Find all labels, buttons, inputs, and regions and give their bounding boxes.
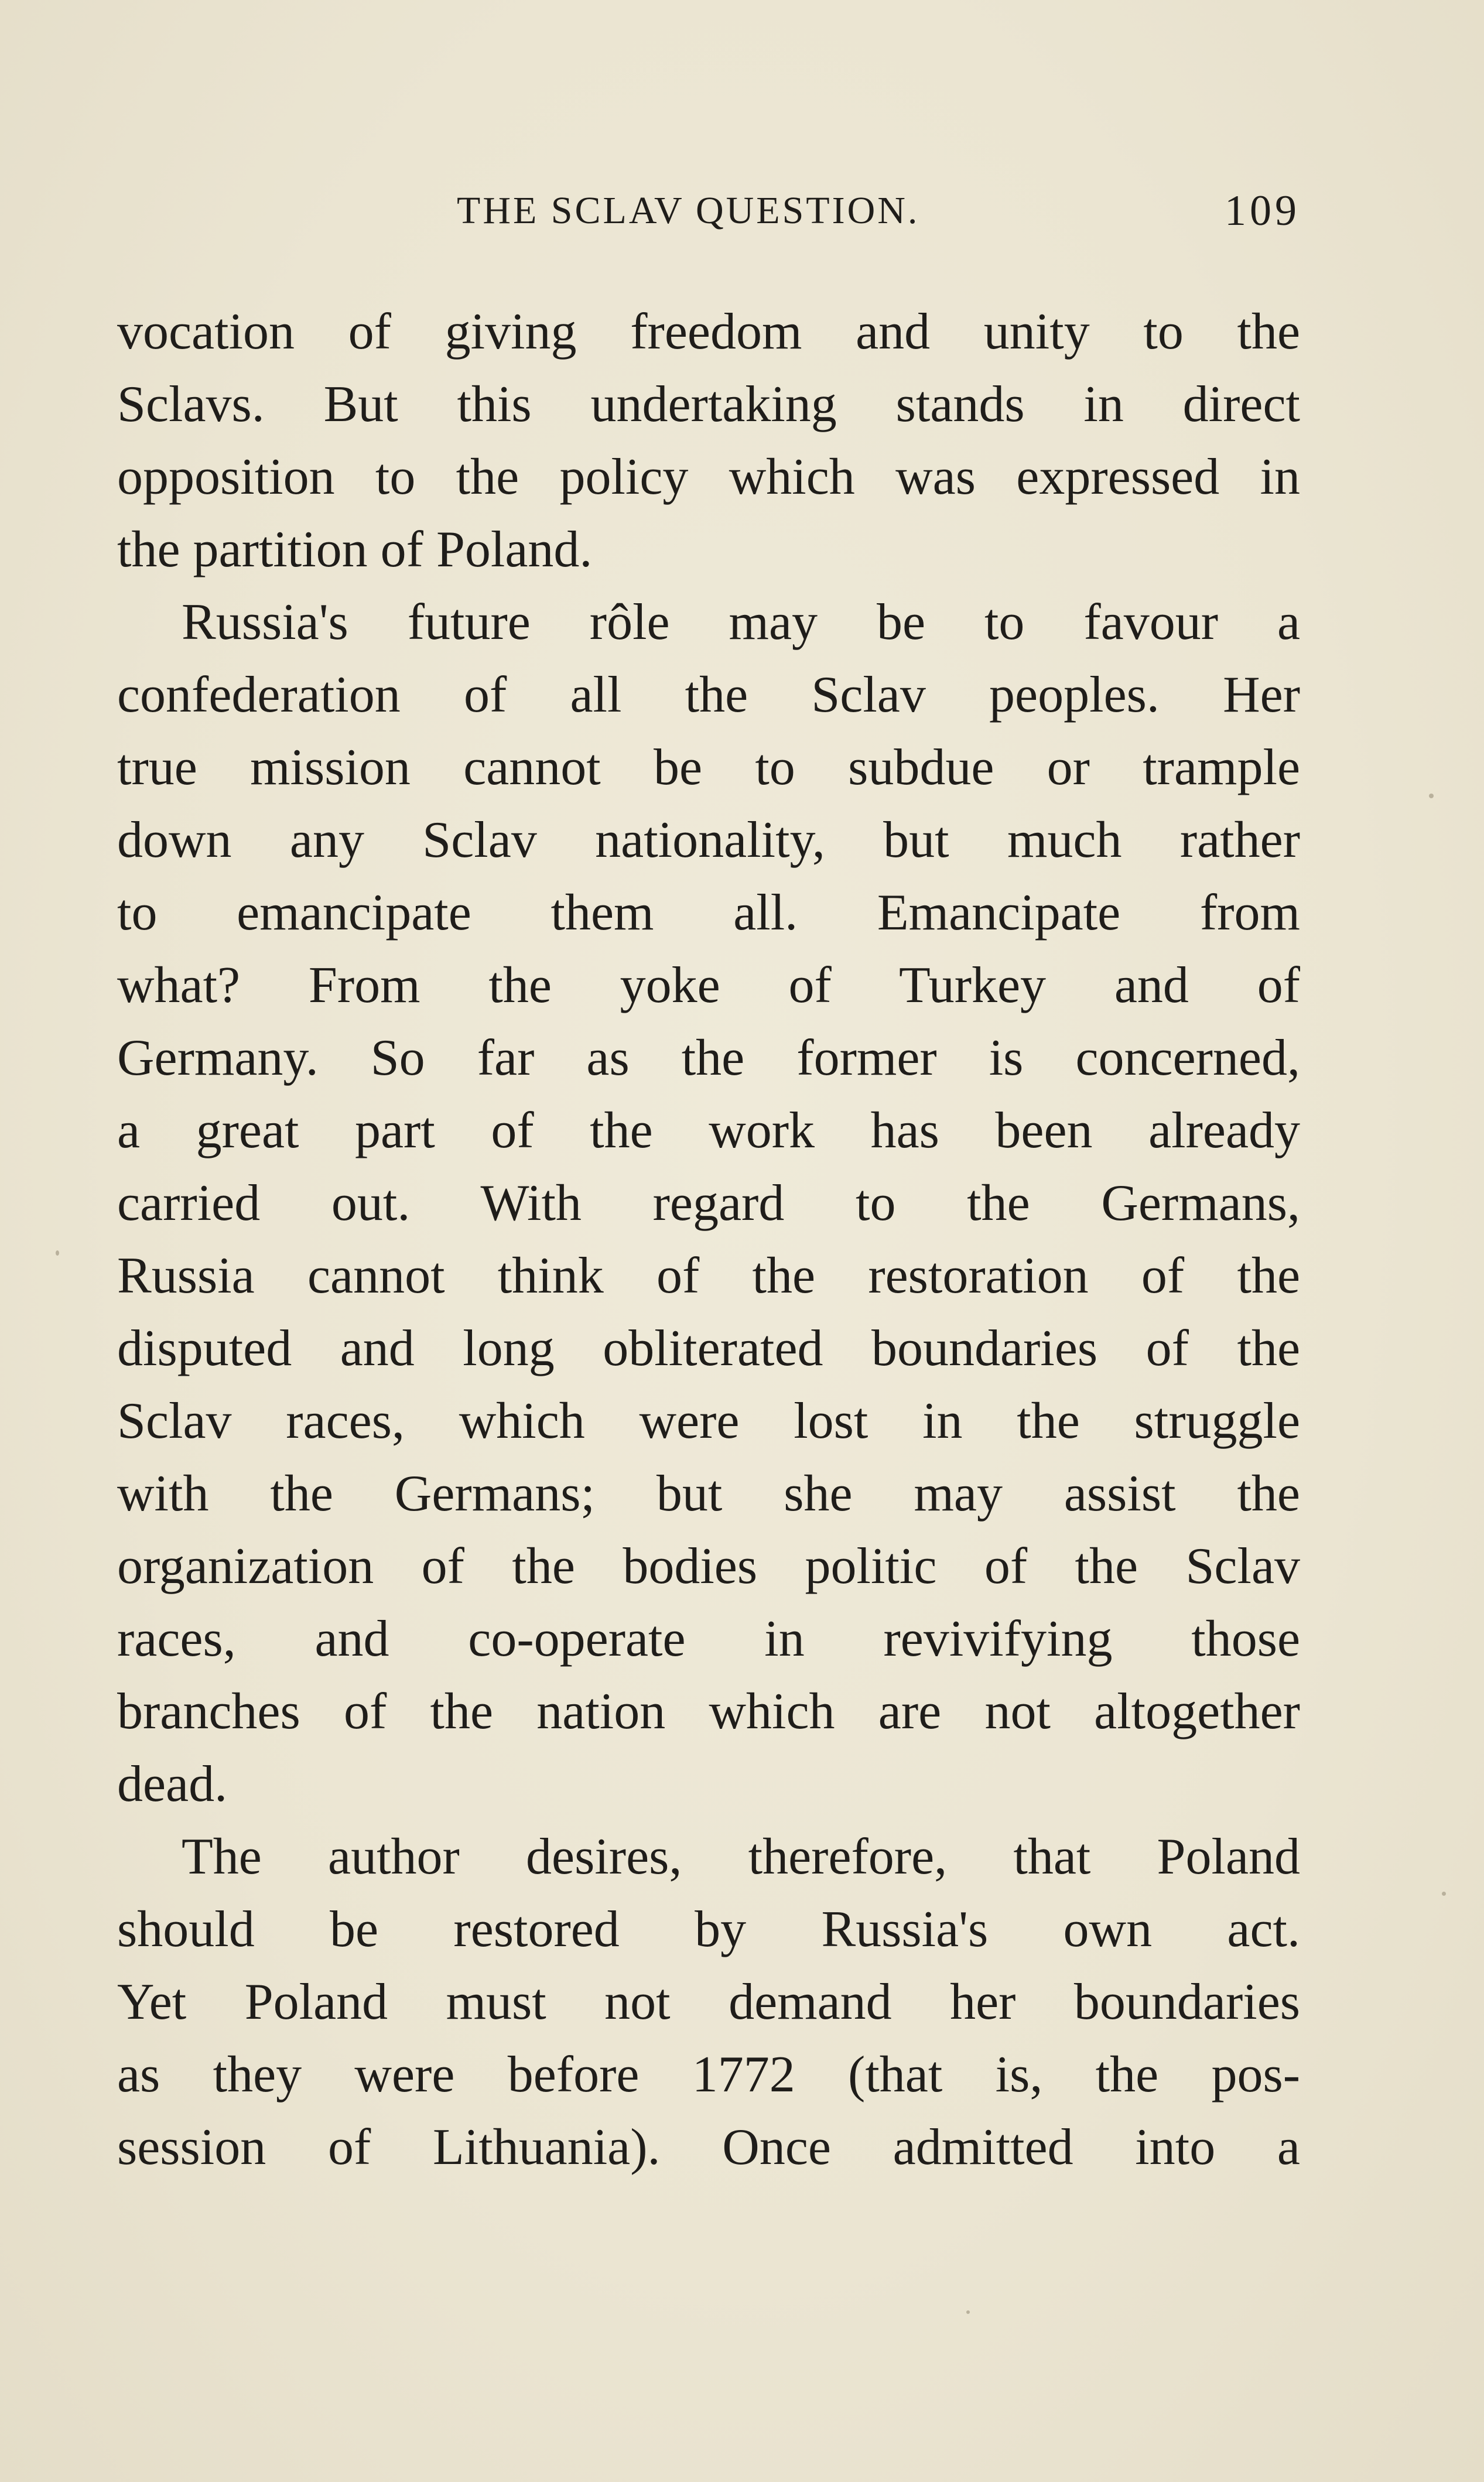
page-number: 109 [1225,187,1300,235]
text-line: disputed and long obliterated boundaries of the [117,1320,1300,1377]
text-line: Germany. So far as the former is concerned, [117,1030,1300,1086]
paper-speck [966,2310,970,2314]
paper-speck [1442,1892,1446,1896]
text-line: with the Germans; but she may assist the [117,1465,1300,1522]
text-line: vocation of giving freedom and unity to the [117,303,1300,360]
text-line: Russia cannot think of the restoration of the [117,1247,1300,1304]
text-line: to emancipate them all. Emancipate from [117,884,1300,941]
paper-speck [56,1250,59,1256]
text-line: should be restored by Russia's own act. [117,1901,1300,1958]
text-line: session of Lithuania). Once admitted into a [117,2119,1300,2176]
paragraph [117,296,1300,586]
text-line: dead. [117,1756,228,1813]
text-line: Russia's future rôle may be to favour a [182,594,1300,651]
text-line: a great part of the work has been already [117,1102,1300,1159]
paper-speck [1429,794,1434,798]
text-line: carried out. With regard to the Germans, [117,1175,1300,1232]
text-line: Sclavs. But this undertaking stands in direct [117,376,1300,433]
text-line: branches of the nation which are not altogether [117,1683,1300,1740]
running-title: THE SCLAV QUESTION. [457,189,920,232]
text-line: as they were before 1772 (that is, the pos- [117,2046,1300,2103]
text-line: the partition of Poland. [117,521,593,578]
text-line: down any Sclav nationality, but much rather [117,812,1300,869]
paragraph [117,1821,1300,2184]
text-line: true mission cannot be to subdue or trample [117,739,1300,796]
text-line: Sclav races, which were lost in the struggle [117,1393,1300,1449]
text-line: organization of the bodies politic of the Sclav [117,1538,1300,1595]
text-line: races, and co-operate in revivifying those [117,1611,1300,1667]
body-text [117,296,1300,2184]
text-line: Yet Poland must not demand her boundaries [117,1974,1300,2030]
text-line: what? From the yoke of Turkey and of [117,957,1300,1014]
running-header [117,184,1300,237]
text-line: confederation of all the Sclav peoples. Her [117,666,1300,723]
text-line: opposition to the policy which was expressed in [117,449,1300,505]
text-line: The author desires, therefore, that Poland [182,1828,1300,1885]
paragraph [117,586,1300,1821]
